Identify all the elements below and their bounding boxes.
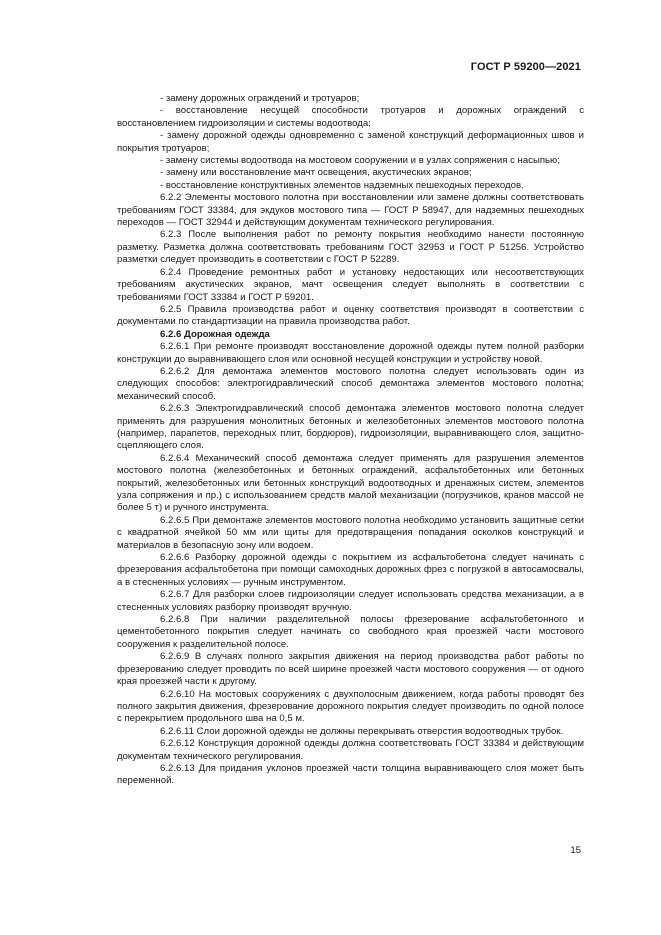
list-item: - восстановление несущей способности тротуаров и дорожных ограждений с восстановлением гидроизоляции и системы водоотвода;: [117, 105, 584, 129]
paragraph: 6.2.3 После выполнения работ по ремонту покрытия необходимо нанести постоянную разметку. Разметка должна соответствовать требованиям ГОСТ 32953 и ГОСТ Р 51256. Устройство разметки следует производить в соответствии с ГОСТ Р 52289.: [117, 229, 584, 266]
paragraph: 6.2.6.7 Для разборки слоев гидроизоляции следует использовать средства механизации, а в стесненных условиях разборку производят вручную.: [117, 589, 584, 613]
list-item: - замену системы водоотвода на мостовом сооружении и в узлах сопряжения с насыпью;: [160, 155, 560, 167]
list-item: - восстановление конструктивных элементов надземных пешеходных переходов.: [160, 179, 524, 191]
paragraph: 6.2.6.3 Электрогидравлический способ демонтажа элементов мостового полотна следует применять для разрушения монолитных бетонных и железобетонных элементов мостового полотна (например, парапетов, переходных плит, бордюров), гидроизоляции, выравнивающего слоя, защитно-сцепляющего слоя.: [117, 403, 584, 452]
page-number: 15: [570, 845, 581, 856]
paragraph: 6.2.4 Проведение ремонтных работ и установку недостающих или несоответствующих требованиям акустических экранов, мачт освещения следует выполнять в соответствии с требованиями ГОСТ 33384 и ГОСТ Р 59201.: [117, 266, 584, 303]
document-body: [117, 93, 584, 788]
paragraph: 6.2.5 Правила производства работ и оценку соответствия производят в соответствии с документами по стандартизации на правила производства работ.: [117, 303, 584, 328]
paragraph: 6.2.6.12 Конструкция дорожной одежды должна соответствовать ГОСТ 33384 и действующим документам технического регулирования.: [117, 738, 584, 762]
paragraph: 6.2.2 Элементы мостового полотна при восстановлении или замене должны соответствовать требованиям ГОСТ 33384, для экдуков мостового типа — ГОСТ Р 58947, для надземных пешеходных переходов — ГОСТ 32944 и действующим документам технического регулирования.: [117, 192, 584, 229]
document-code: ГОСТ Р 59200—2021: [470, 61, 581, 73]
paragraph: 6.2.6.8 При наличии разделительной полосы фрезерование асфальтобетонного и цементобетонного покрытия следует начинать со свободного края проезжей части мостового сооружения к разделительной полосе.: [117, 614, 584, 650]
list-item: - замену дорожной одежды одновременно с заменой конструкций деформационных швов и покрытия тротуаров;: [117, 130, 584, 154]
paragraph: 6.2.6.4 Механический способ демонтажа следует применять для разрушения элементов мостового полотна (железобетонных и бетонных ограждений, асфальтобетонных или бетонных покрытий, железобетонных или бетонных конструкций водоотводных и дренажных систем, элементов узла сопряжения и пр.) с использованием средств малой механизации (погрузчиков, кранов массой не более 5 т) и ручного инструмента.: [117, 452, 584, 514]
paragraph: 6.2.6.1 При ремонте производят восстановление дорожной одежды путем полной разборки конструкции до выравнивающего слоя или основной несущей конструкции и устройству новой.: [117, 341, 584, 365]
section-heading: 6.2.6 Дорожная одежда: [160, 328, 270, 340]
paragraph: 6.2.6.10 На мостовых сооружениях с двухполосным движением, когда работы проводят без полного закрытия движения, фрезерование дорожного покрытия следует производить по одной полосе с перекрытием продольного шва на 0,5 м.: [117, 688, 584, 725]
paragraph: 6.2.6.6 Разборку дорожной одежды с покрытием из асфальтобетона следует начинать с фрезерования асфальтобетона при помощи самоходных дорожных фрез с погрузкой в автосамосвалы, а в стесненных условиях — ручным инструментом.: [117, 552, 584, 588]
paragraph: 6.2.6.2 Для демонтажа элементов мостового полотна следует использовать один из следующих способов: электрогидравлический способ демонтажа элементов мостового полотна; механический способ.: [117, 365, 584, 402]
paragraph: 6.2.6.5 При демонтаже элементов мостового полотна необходимо установить защитные сетки с квадратной ячейкой 50 мм или щиты для предотвращения попадания осколков конструкций и материалов в безопасную зону или водоем.: [117, 514, 584, 551]
list-item: - замену дорожных ограждений и тротуаров;: [160, 93, 360, 104]
paragraph: 6.2.6.9 В случаях полного закрытия движения на период производства работ работы по фрезерованию следует проводить по всей ширине проезжей части мостового сооружения — от одного края проезжей части к другому.: [117, 651, 584, 688]
paragraph: 6.2.6.11 Слои дорожной одежды не должны перекрывать отверстия водоотводных трубок.: [160, 725, 564, 737]
list-item: - замену или восстановление мачт освещения, акустических экранов;: [160, 167, 472, 179]
paragraph: 6.2.6.13 Для придания уклонов проезжей части толщина выравнивающего слоя может быть переменной.: [117, 762, 584, 787]
